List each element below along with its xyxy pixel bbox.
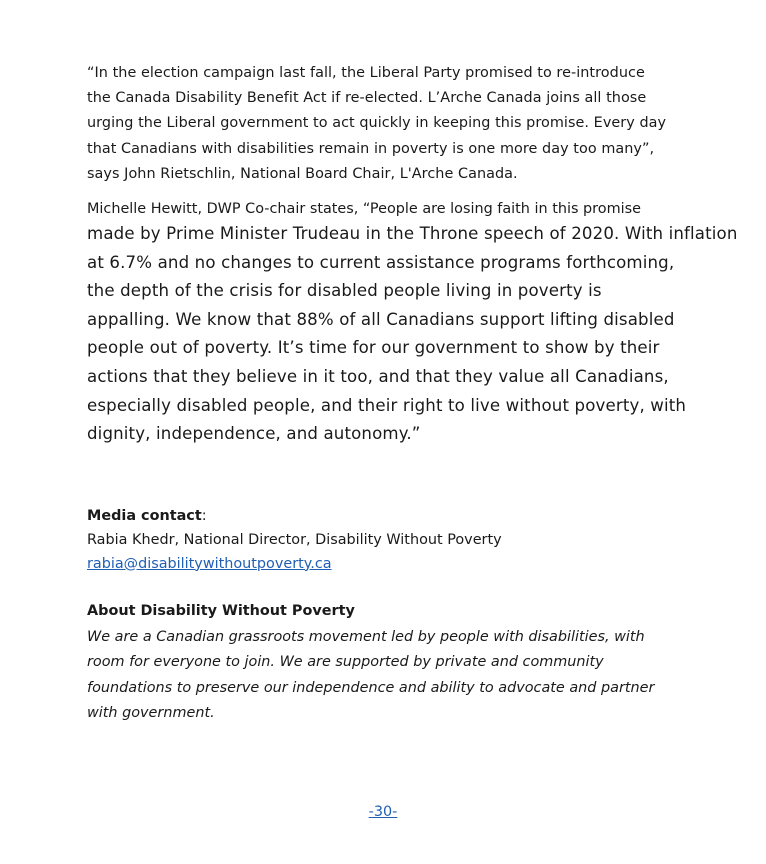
quote-line: urging the Liberal government to act quickly in keeping this promise. Every day: [87, 115, 667, 132]
quote-line: says John Rietschlin, National Board Chair, L'Arche Canada.: [87, 165, 518, 182]
about-line: foundations to preserve our independence and ability to advocate and partner: [87, 679, 655, 696]
hewitt-line: appalling. We know that 88% of all Canadians support lifting disabled: [87, 309, 675, 329]
hewitt-paragraph-intro: Michelle Hewitt, DWP Co-chair states, “People are losing faith in this promise: [87, 201, 641, 217]
media-contact: [87, 505, 502, 576]
quote-paragraph: [87, 61, 697, 187]
hewitt-line: dignity, independence, and autonomy.”: [87, 424, 421, 444]
hewitt-line: especially disabled people, and their right to live without poverty, with: [87, 395, 687, 415]
about-heading: About Disability Without Poverty: [87, 603, 355, 619]
page-number: -30-: [368, 804, 398, 820]
quote-line: “In the election campaign last fall, the Liberal Party promised to re-introduce: [87, 65, 645, 81]
hewitt-line: at 6.7% and no changes to current assistance programs forthcoming,: [87, 252, 675, 272]
media-contact-heading: [87, 505, 502, 529]
hewitt-line: actions that they believe in it too, and that they value all Canadians,: [87, 366, 669, 386]
hewitt-line: made by Prime Minister Trudeau in the Throne speech of 2020. With inflation: [87, 224, 738, 243]
hewitt-line: the depth of the crisis for disabled people living in poverty is: [87, 281, 602, 301]
about-line: room for everyone to join. We are supported by private and community: [87, 654, 604, 670]
hewitt-line: people out of poverty. It’s time for our government to show by their: [87, 338, 660, 358]
quote-line: that Canadians with disabilities remain in poverty is one more day too many”,: [87, 140, 655, 157]
media-contact-person: Rabia Khedr, National Director, Disability Without Poverty: [87, 531, 502, 548]
media-contact-label: Media contact: [87, 508, 202, 524]
media-contact-colon: :: [201, 508, 207, 524]
about-line: with government.: [87, 705, 215, 721]
about-section: [87, 599, 654, 727]
quote-line: the Canada Disability Benefit Act if re-elected. L’Arche Canada joins all those: [87, 90, 647, 107]
about-line: We are a Canadian grassroots movement led by people with disabilities, with: [87, 628, 645, 645]
media-contact-email-link[interactable]: rabia@disabilitywithoutpoverty.ca: [87, 555, 332, 572]
hewitt-paragraph: [87, 220, 738, 449]
